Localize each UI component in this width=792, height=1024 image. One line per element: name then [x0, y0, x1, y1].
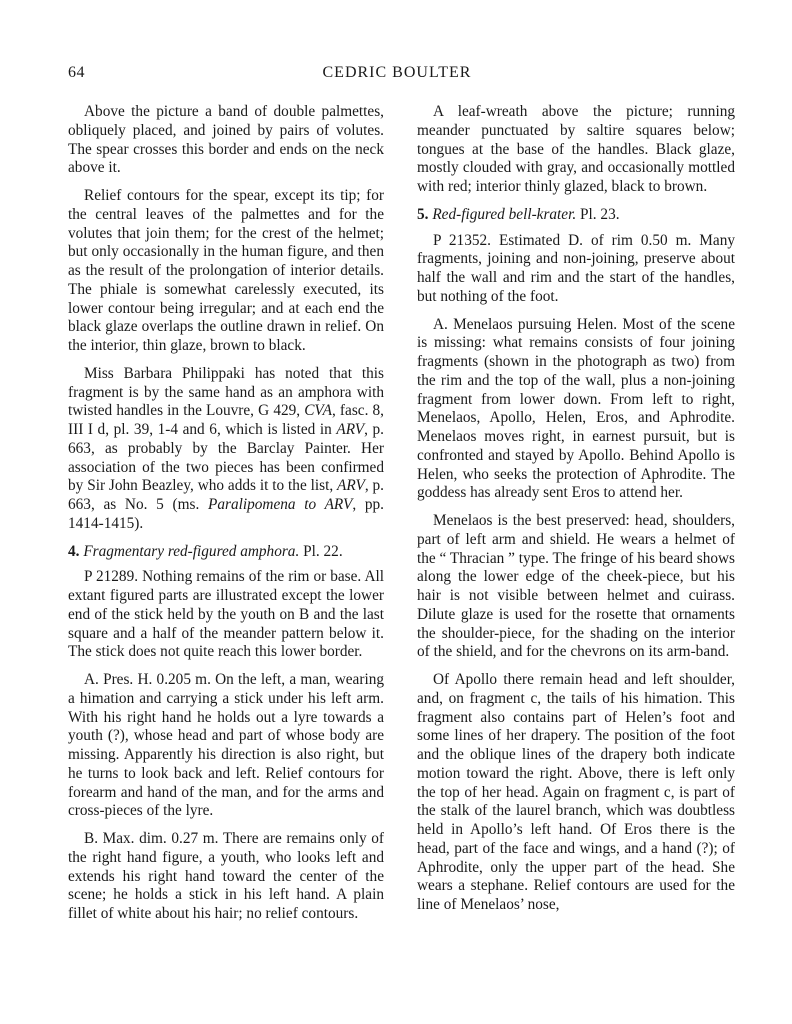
- paragraph: A leaf-wreath above the picture; running meander punctuated by saltire squares below; tongues at the base of the handles. Black glaze, mostly clouded with gray, and occasionally mottled with red; interior thinly glazed, black to brown.: [417, 103, 735, 195]
- left-column: [68, 103, 384, 933]
- section-number: 4.: [68, 542, 80, 560]
- page-number: 64: [68, 64, 85, 81]
- plate-ref: Pl. 23.: [580, 205, 620, 223]
- right-column: [417, 103, 735, 924]
- citation-arv: ARV: [336, 421, 365, 438]
- plate-ref: Pl. 22.: [303, 542, 343, 560]
- paragraph: Above the picture a band of double palmettes, obliquely placed, and joined by pairs of volutes. The spear crosses this border and ends on the neck above it.: [68, 103, 384, 177]
- paragraph-attribution: [68, 365, 384, 534]
- paragraph: Of Apollo there remain head and left shoulder, and, on fragment c, the tails of his himation. This fragment also contains part of Helen’s foot and some lines of her drapery. The position of the foot and the oblique lines of the drapery both indicate motion toward the right. Above, there is left only the top of her head. Again on fragment c, is part of the stalk of the laurel branch, which was doubtless held in Apollo’s left hand. Of Eros there is the head, part of the face and wings, and a hand (?); of Aphrodite, only the upper part of the head. She wears a stephane. Relief contours are used for the line of Menelaos’ nose,: [417, 671, 735, 913]
- text-run: , p. 663, as probably by the Barclay Painter. Her association of the two pieces has been confirmed by Sir John Beazley, who adds it to the list,: [68, 421, 384, 495]
- paragraph: Menelaos is the best preserved: head, shoulders, part of left arm and shield. He wears a helmet of the “ Thracian ” type. The fringe of his beard shows along the lower edge of the cheek-piece, but his hair is not visible between helmet and cuirass. Dilute glaze is used for the rosette that ornaments the shoulder-piece, for the shading on the interior of the shield, and for the chevrons on its arm-band.: [417, 512, 735, 661]
- paragraph: P 21289. Nothing remains of the rim or base. All extant figured parts are illustrated except the lower end of the stick held by the youth on B and the last square and a half of the meander pattern below it. The stick does not quite reach this lower border.: [68, 568, 384, 661]
- section-title: Red-figured bell-krater.: [432, 205, 577, 223]
- citation-paralipomena: Paralipomena to ARV: [208, 496, 353, 513]
- text-run: , fasc. 8, III I d, pl. 39, 1-4 and 6, which is listed in: [68, 402, 384, 438]
- paragraph: P 21352. Estimated D. of rim 0.50 m. Many fragments, joining and non-joining, preserve about half the wall and rim and the start of the handles, but nothing of the foot.: [417, 231, 735, 305]
- paragraph: A. Pres. H. 0.205 m. On the left, a man, wearing a himation and carrying a stick under his left arm. With his right hand he holds out a lyre towards a youth (?), whose head and part of whose body are missing. Apparently his direction is also right, but he turns to look back and left. Relief contours for forearm and hand of the man, and for the arms and cross-pieces of the lyre.: [68, 671, 384, 820]
- citation-cva: CVA: [304, 402, 332, 420]
- running-head: CEDRIC BOULTER: [322, 64, 472, 81]
- text-run: , pp. 1414-1415).: [68, 496, 384, 532]
- section-title: Fragmentary red-figured amphora.: [83, 542, 300, 560]
- section-number: 5.: [417, 205, 429, 223]
- citation-arv: ARV: [337, 477, 365, 495]
- paragraph: Relief contours for the spear, except its tip; for the central leaves of the palmettes and for the volutes that join them; for the crest of the helmet; but only occasionally in the human figure, and then as the result of the prolongation of interior details. The phiale is somewhat carelessly executed, its lower contour being irregular; and at each end the black glaze overlaps the outline drawn in relief. On the interior, thin glaze, brown to black.: [68, 187, 384, 354]
- section-heading-4: [68, 543, 384, 562]
- paragraph: B. Max. dim. 0.27 m. There are remains only of the right hand figure, a youth, who looks left and extends his right hand toward the center of the scene; he holds a stick in his left hand. A plain fillet of white about his hair; no relief contours.: [68, 830, 384, 922]
- text-run: , p. 663, as No. 5 (ms.: [68, 477, 385, 513]
- text-run: Miss Barbara Philippaki has noted that this fragment is by the same hand as an amphora with twisted handles in the Louvre, G 429,: [68, 364, 384, 420]
- paragraph: A. Menelaos pursuing Helen. Most of the scene is missing: what remains consists of four joining fragments (shown in the photograph as two) from the rim and the top of the wall, plus a non-joining fragment from lower down. From left to right, Menelaos, Apollo, Helen, Eros, and Aphrodite. Menelaos moves right, in earnest pursuit, but is confronted and stayed by Apollo. Behind Apollo is Helen, who seeks the protection of Aphrodite. The goddess has already sent Eros to attend her.: [417, 315, 735, 502]
- page-header: [68, 64, 726, 90]
- section-heading-5: [417, 206, 735, 225]
